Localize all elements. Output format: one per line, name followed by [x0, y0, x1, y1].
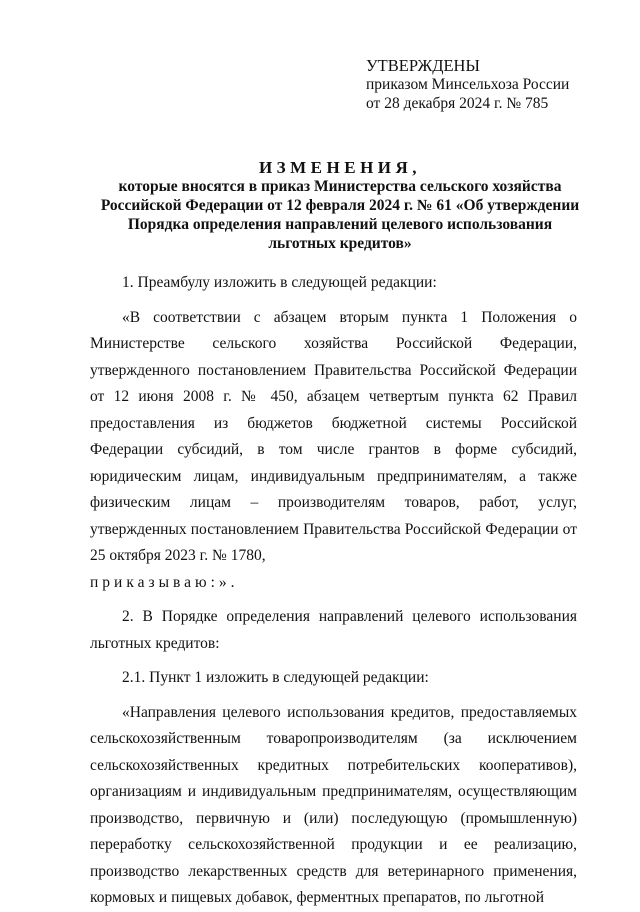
document-body: [90, 270, 577, 912]
item-1-paragraph: 1. Преамбулу изложить в следующей редакции:: [122, 274, 437, 291]
document-title: [70, 158, 610, 253]
title-line-2: Российской Федерации от 12 февраля 2024 г. № 61 «Об утверждении: [100, 197, 580, 214]
title-line-1: которые вносятся в приказ Министерства сельского хозяйства: [118, 178, 562, 195]
approval-order-line: приказом Минсельхоза России: [366, 76, 570, 93]
title-line-3: Порядка определения направлений целевого использования: [127, 216, 553, 233]
title-line-4: льготных кредитов»: [268, 235, 412, 252]
approval-heading: УТВЕРЖДЕНЫ: [366, 56, 480, 75]
item-2-1-paragraph: 2.1. Пункт 1 изложить в следующей редакции:: [122, 669, 429, 686]
directions-paragraph: «Направления целевого использования кредитов, предоставляемых сельскохозяйственным товаропроизводителям (за исключением сельскохозяйственных кредитных потребительских кооперативов), организациям и индивидуальным предпринимателям, осуществляющим производство, первичную и (или) последующую (промышленную) переработку сельскохозяйственной продукции и ее реализацию, производство лекарственных средств для ветеринарного применения, кормовых и пищевых добавок, ферментных препаратов, по льготной: [90, 703, 577, 906]
preamble-text: «В соответствии с абзацем вторым пункта 1 Положения о Министерстве сельского хозяйства Российской Федерации, утвержденного постановлением Правительства Российской Федерации от 12 июня 2008 г. № 450, абзацем четвертым пункта 62 Правил предоставления из бюджетов бюджетной системы Российской Федерации субсидий, в том числе грантов в форме субсидий, юридическим лицам, индивидуальным предпринимателям, а также физическим лицам – производителям товаров, работ, услуг, утвержденных постановлением Правительства Российской Федерации от 25 октября 2023 г. № 1780,: [90, 308, 577, 564]
approval-stamp: [366, 56, 569, 113]
item-2-paragraph: 2. В Порядке определения направлений целевого использования льготных кредитов:: [90, 608, 577, 652]
approval-date-line: от 28 декабря 2024 г. № 785: [366, 95, 549, 112]
preamble-order-word: приказываю:».: [90, 573, 239, 591]
preamble-paragraph: [90, 305, 577, 597]
title-word: ИЗМЕНЕНИЯ,: [258, 158, 422, 177]
